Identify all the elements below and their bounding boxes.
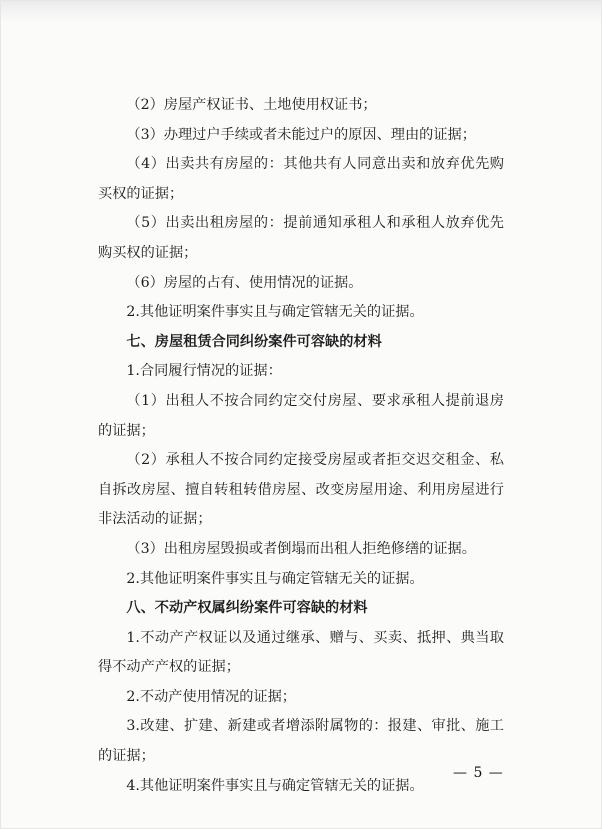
paragraph: （5）出卖出租房屋的：提前通知承租人和承租人放弃优先购买权的证据；: [98, 215, 504, 261]
paragraph: 1.合同履行情况的证据：: [126, 363, 282, 380]
paragraph: 2.其他证明案件事实且与确定管辖无关的证据。: [126, 304, 424, 321]
paragraph: 1.不动产产权证以及通过继承、赠与、买卖、抵押、典当取得不动产产权的证据；: [98, 629, 504, 676]
paragraph: （4）出卖共有房屋的：其他共有人同意出卖和放弃优先购买权的证据；: [98, 156, 504, 202]
paragraph: （3）办理过户手续或者未能过户的原因、理由的证据；: [126, 126, 476, 143]
section-heading: 七、房屋租赁合同纠纷案件可容缺的材料: [126, 333, 382, 350]
scan-edge-shadow: [1, 1, 601, 23]
paragraph: （3）出租房屋毁损或者倒塌而出租人拒绝修缮的证据。: [126, 540, 476, 557]
section-heading: 八、不动产权属纠纷案件可容缺的材料: [126, 600, 368, 617]
document-body: [98, 91, 504, 801]
paragraph: 3.改建、扩建、新建或者增添附属物的：报建、审批、施工的证据；: [98, 718, 504, 765]
paragraph: 2.不动产使用情况的证据；: [126, 688, 296, 705]
paragraph: 4.其他证明案件事实且与确定管辖无关的证据。: [126, 777, 424, 794]
paragraph: （6）房屋的占有、使用情况的证据。: [126, 274, 363, 291]
paragraph: 2.其他证明案件事实且与确定管辖无关的证据。: [126, 570, 424, 587]
page-number: — 5 —: [453, 765, 504, 781]
paragraph: （2）房屋产权证书、土地使用权证书；: [126, 97, 377, 113]
paragraph: （1）出租人不按合同约定交付房屋、要求承租人提前退房的证据；: [98, 392, 504, 439]
paragraph: （2）承租人不按合同约定接受房屋或者拒交迟交租金、私自拆改房屋、擅自转租转借房屋、改变房屋用途、利用房屋进行非法活动的证据；: [98, 452, 504, 528]
